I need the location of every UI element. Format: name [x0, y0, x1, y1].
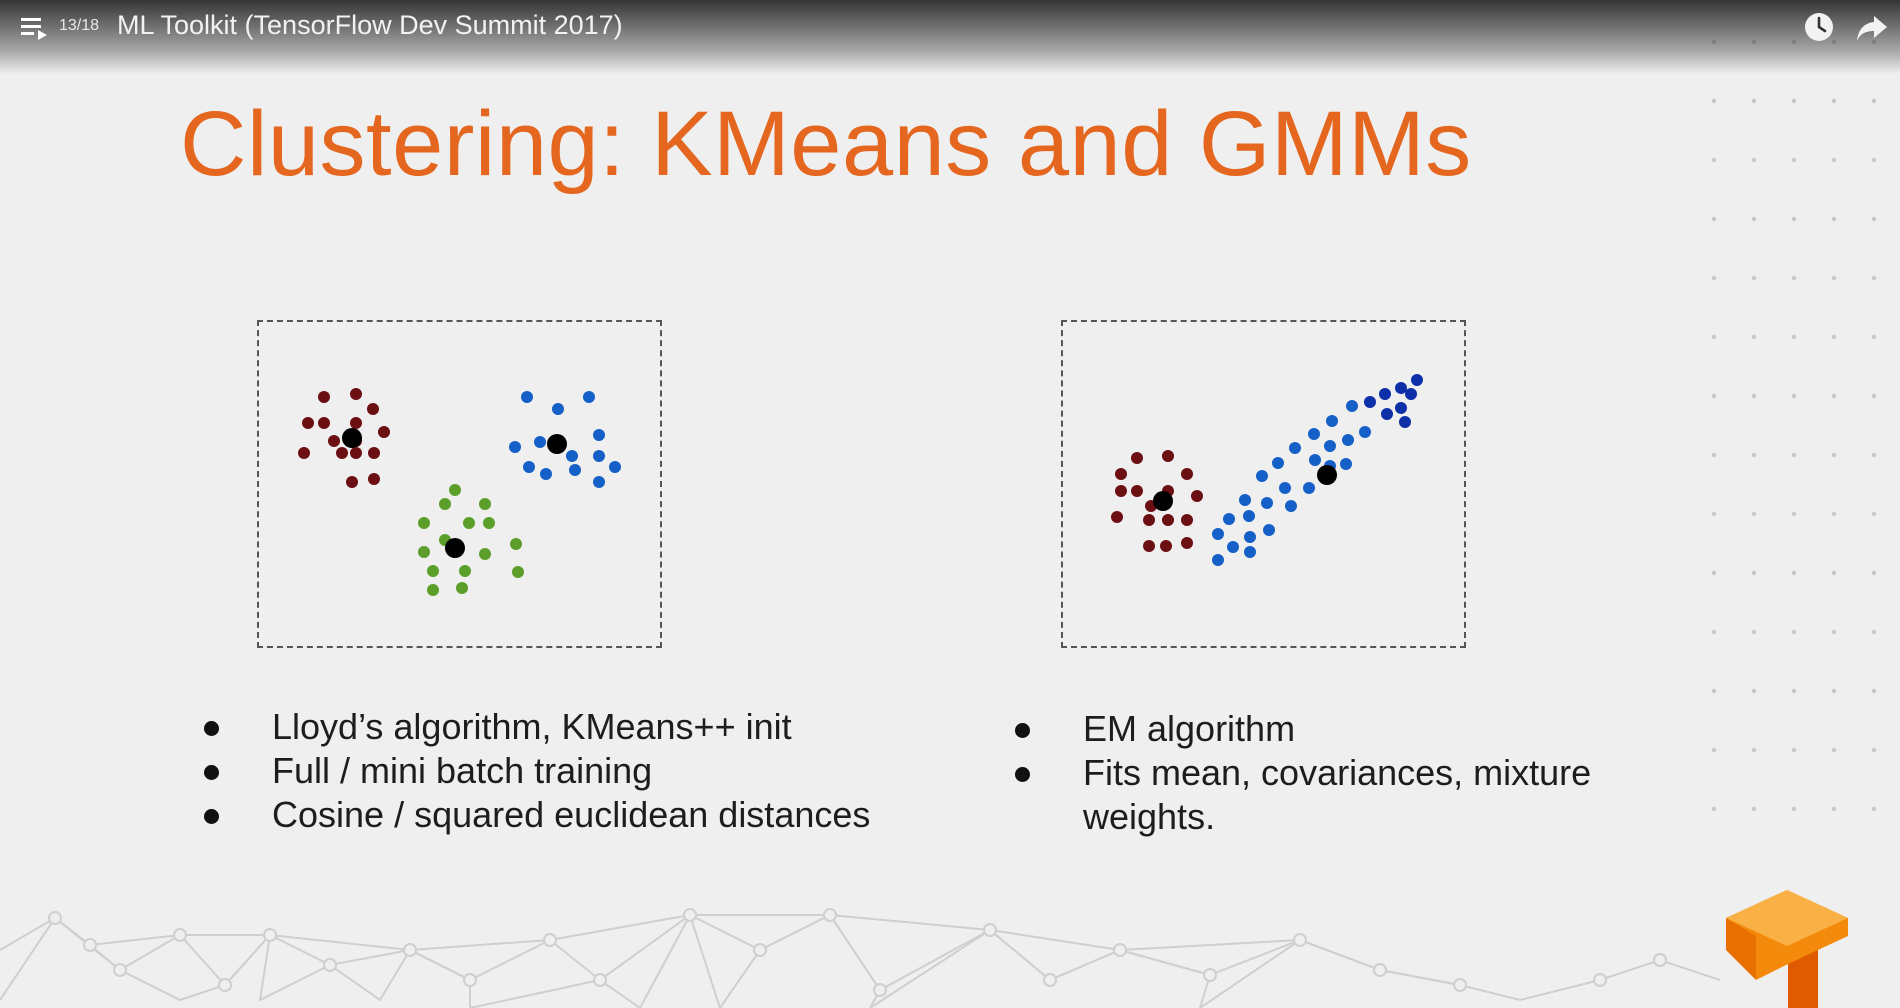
- kmeans-diagram: [257, 320, 662, 648]
- kmeans-blue-centroid: [547, 434, 567, 454]
- gmm-diagram: [1061, 320, 1466, 648]
- slide-title: Clustering: KMeans and GMMs: [180, 93, 1472, 195]
- clock-icon[interactable]: [1803, 11, 1835, 43]
- player-top-bar: [0, 0, 1900, 74]
- kmeans-red-centroid: [342, 428, 362, 448]
- gmm-blue-centroid: [1317, 465, 1337, 485]
- gmm-blue-cluster: [1212, 400, 1371, 566]
- kmeans-green-centroid: [445, 538, 465, 558]
- list-item: Cosine / squared euclidean distances: [202, 793, 882, 837]
- kmeans-green-cluster: [418, 484, 524, 596]
- list-item: Lloyd’s algorithm, KMeans++ init: [202, 705, 882, 749]
- gmm-dark-blue-points: [1364, 374, 1423, 428]
- list-item: Full / mini batch training: [202, 749, 882, 793]
- tensorflow-logo: [1726, 890, 1848, 1008]
- video-title[interactable]: ML Toolkit (TensorFlow Dev Summit 2017): [117, 10, 623, 40]
- playlist-icon[interactable]: [20, 14, 48, 40]
- share-icon[interactable]: [1856, 11, 1888, 43]
- list-item: Fits mean, covariances, mixture weights.: [1013, 751, 1713, 839]
- decorative-dot-grid: [1700, 36, 1900, 856]
- playlist-counter: 13/18: [59, 17, 100, 34]
- kmeans-bullet-list: [202, 705, 882, 837]
- list-item: EM algorithm: [1013, 707, 1713, 751]
- gmm-bullet-list: [1013, 707, 1713, 839]
- gmm-red-centroid: [1153, 491, 1173, 511]
- decorative-network-graphic: [0, 880, 1720, 1008]
